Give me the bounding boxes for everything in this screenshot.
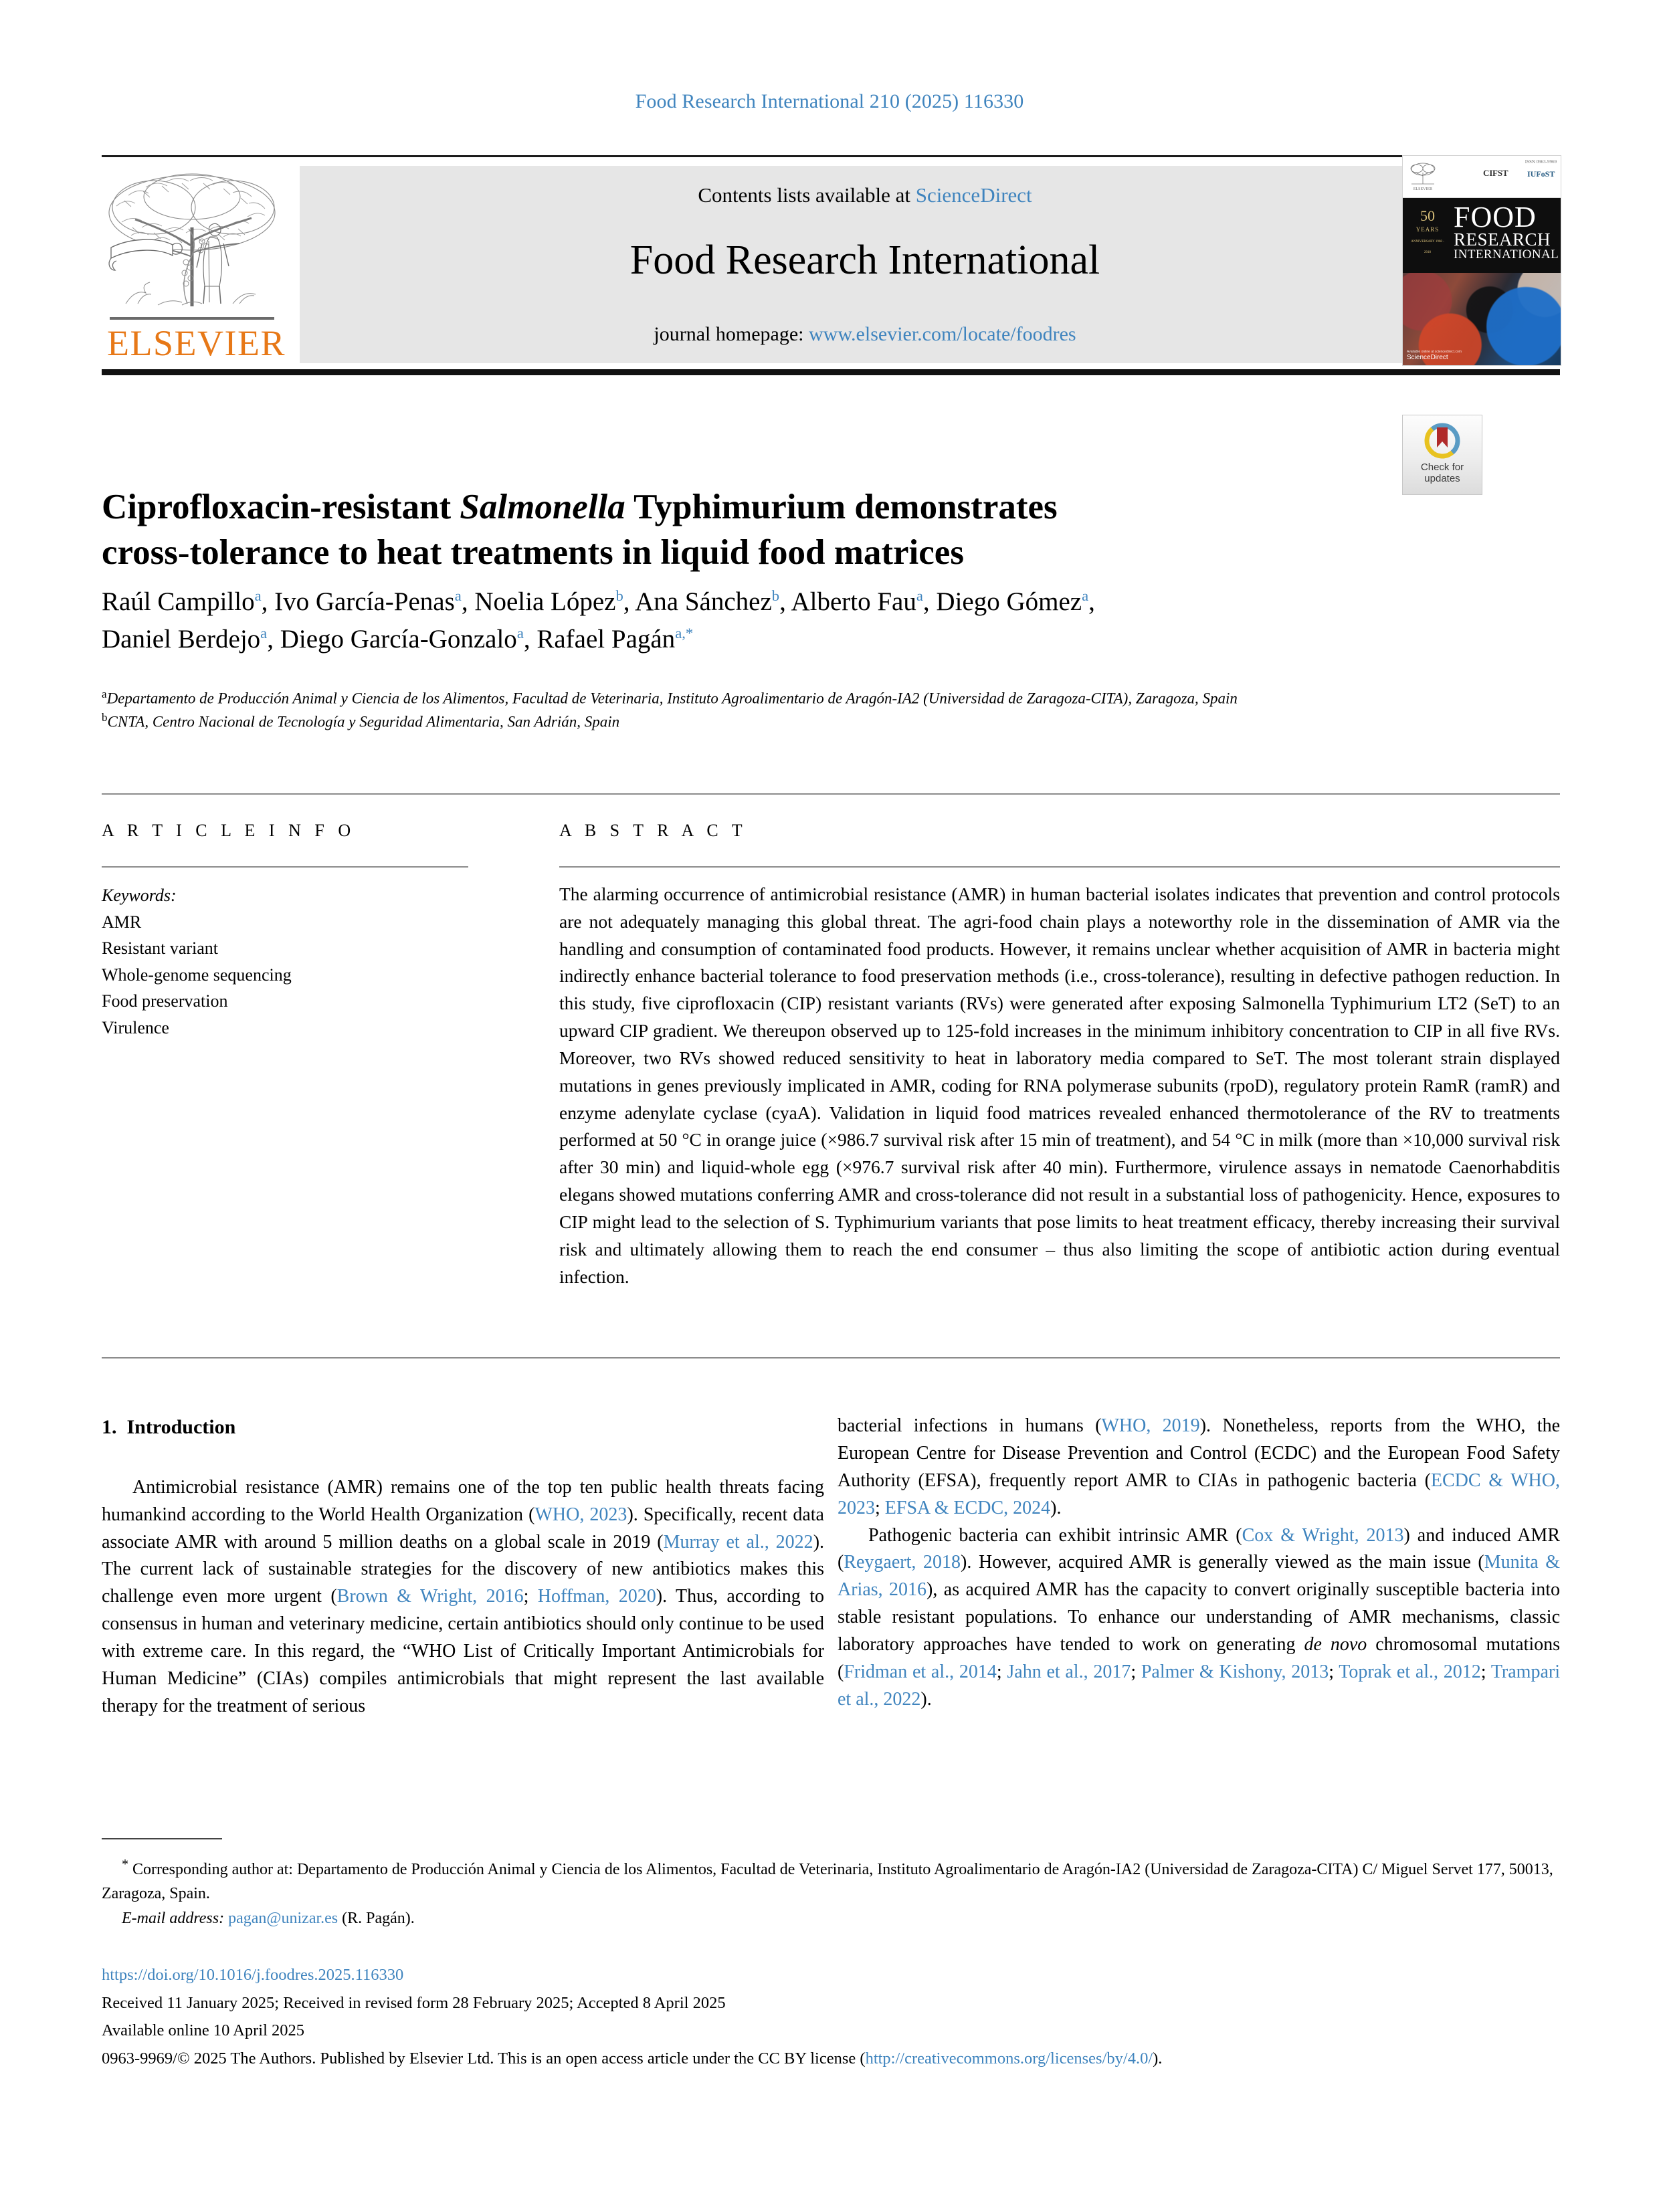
article-info-heading: A R T I C L E I N F O (102, 821, 356, 840)
cover-photo (1403, 273, 1561, 365)
paragraph (102, 1474, 824, 1720)
paragraph-text: ). Specifically, recent data associate AMR with around 5 million deaths on a global scale in 2019 ( (102, 1504, 824, 1552)
cover-title-line-1: FOOD (1454, 201, 1537, 233)
author-item (536, 625, 693, 653)
copyright-text: 0963-9969/© 2025 The Authors. Published by Elsevier Ltd. This is an open access article under the CC BY license ( (102, 2049, 866, 2068)
footnote-line (102, 1854, 1560, 1906)
paragraph-text: ). Thus, according to consensus in human and veterinary medicine, certain antibiotics should only continue to be used with extreme care. In this regard, the “WHO List of Critically Important Antimicrobials for Human Medicine” (CIAs) compiles antimicrobials that might represent the last available therapy for the treatment of serious (102, 1586, 825, 1716)
crossmark-line-2: updates (1424, 472, 1460, 484)
footnote-star-marker: * (122, 1857, 128, 1872)
author-affiliation-marker: a (454, 587, 462, 604)
title-part-1: Ciprofloxacin-resistant (102, 487, 460, 526)
cover-anniversary-badge (1408, 209, 1447, 256)
doi-link[interactable]: https://doi.org/10.1016/j.foodres.2025.116330 (102, 1966, 404, 1984)
paragraph-text: ). (1050, 1497, 1062, 1518)
author-separator: , (1088, 587, 1095, 616)
body-column-left (102, 1413, 824, 1720)
contents-prefix: Contents lists available at (698, 183, 916, 207)
citation-link[interactable]: Jahn et al., 2017 (1007, 1661, 1131, 1682)
author-separator: , (267, 625, 280, 654)
paragraph (838, 1413, 1560, 1522)
section-heading-introduction (102, 1413, 824, 1442)
article-info-column (102, 821, 503, 1041)
journal-homepage-link[interactable]: www.elsevier.com/locate/foodres (809, 323, 1076, 345)
cover-journal-title (1454, 203, 1559, 261)
citation-link[interactable]: Cox & Wright, 2013 (1242, 1524, 1404, 1546)
cover-issn: ISSN 0963-9969 (1525, 159, 1557, 165)
affiliation-item (102, 686, 1453, 710)
affiliation-text: Departamento de Producción Animal y Ciencia de los Alimentos, Facultad de Veterinaria, Instituto Agroalimentario de Aragón-IA2 (Universidad de Zaragoza-CITA), Zaragoza, Spain (106, 690, 1238, 707)
author-name: Noelia López (474, 587, 616, 616)
keyword-item: AMR (102, 912, 142, 932)
crossmark-badge[interactable] (1402, 415, 1482, 495)
author-name: Raúl Campillo (102, 587, 255, 616)
citation-separator: ; (1329, 1661, 1339, 1682)
title-genus: Salmonella (460, 487, 625, 526)
citation-separator: ; (875, 1497, 885, 1518)
author-item (791, 587, 936, 616)
masthead-top-rule (102, 155, 1560, 157)
author-name: Ana Sánchez (635, 587, 772, 616)
author-affiliation-marker: b (615, 587, 623, 604)
svg-text:ELSEVIER: ELSEVIER (1413, 187, 1433, 191)
paragraph-text: ). However, acquired AMR is generally viewed as the main issue ( (961, 1552, 1484, 1573)
paragraph-text: ), as acquired AMR has the capacity to convert originally susceptible bacteria into stable resistant populations. To enhance our understanding of AMR mechanisms, classic laboratory approaches have tended to work on generating (838, 1579, 1560, 1655)
citation-link[interactable]: Toprak et al., 2012 (1339, 1661, 1481, 1682)
cover-anniversary-years: YEARS (1416, 226, 1440, 233)
received-line: Received 11 January 2025; Received in revised form 28 February 2025; Accepted 8 April 2025 (102, 1993, 726, 2012)
paragraph-text: ). The current lack of sustainable strategies for the discovery of new antibiotics makes this challenge even more urgent ( (102, 1531, 825, 1607)
author-separator: , (623, 587, 636, 616)
author-name: Daniel Berdejo (102, 625, 261, 654)
cover-elsevier-icon (1409, 161, 1436, 192)
masthead-bottom-rule (102, 369, 1560, 375)
author-separator: , (523, 625, 537, 654)
copyright-suffix: ). (1153, 2049, 1163, 2068)
author-item (474, 587, 635, 616)
author-name: Diego Gómez (936, 587, 1082, 616)
keyword-item: Food preservation (102, 991, 228, 1011)
citation-link[interactable]: Fridman et al., 2014 (844, 1661, 997, 1682)
affiliation-list (102, 686, 1453, 733)
corresponding-author-footnote (102, 1854, 1560, 1930)
article-info-top-rule (102, 793, 1560, 795)
crossmark-label (1403, 462, 1482, 485)
sciencedirect-link[interactable]: ScienceDirect (915, 183, 1032, 207)
cover-sciencedirect-label: ScienceDirect (1407, 354, 1448, 361)
article-info-divider (102, 866, 468, 868)
cover-sciencedirect-small: Available online at sciencedirect.com (1407, 350, 1462, 354)
paragraph-text: Antimicrobial resistance (AMR) remains one of the top ten public health threats facing humankind according to the World Health Organization ( (102, 1476, 824, 1525)
author-separator: , (261, 587, 275, 616)
latin-phrase: de novo (1304, 1634, 1367, 1655)
keywords-label: Keywords: (102, 886, 177, 905)
affiliation-marker: b (102, 710, 108, 724)
running-head: Food Research International 210 (2025) 116330 (635, 90, 1024, 112)
citation-link[interactable]: Palmer & Kishony, 2013 (1141, 1661, 1329, 1682)
abstract-text: The alarming occurrence of antimicrobial resistance (AMR) in human bacterial isolates indicates that prevention and control protocols are not adequately managing this global threat. The agri-food chain plays a noteworthy role in the dissemination of AMR via the handling and consumption of contaminated food products. However, it remains unclear whether acquisition of AMR in bacteria might indirectly enhance bacterial tolerance to food preservation methods (i.e., cross-tolerance), resulting in defective pathogen reduction. In this study, five ciprofloxacin (CIP) resistant variants (RVs) were generated after exposing Salmonella Typhimurium LT2 (SeT) to an upward CIP gradient. We thereupon observed up to 125-fold increases in the minimum inhibitory concentration to CIP in all five RVs. Moreover, two RVs showed reduced sensitivity to heat in laboratory media compared to SeT. The most tolerant strain displayed mutations in genes previously implicated in AMR, coding for RNA polymerase subunits (rpoD), regulatory protein RamR (ramR) and enzyme adenylate cyclase (cyaA). Validation in liquid food matrices revealed enhanced thermotolerance of the RV to treatments performed at 50 °C in orange juice (×986.7 survival risk after 15 min of treatment), and 54 °C in milk (more than ×10,000 survival risk after 30 min) and liquid-whole egg (×976.7 survival risk after 40 min). Furthermore, virulence assays in nematode Caenorhabditis elegans showed mutations conferring AMR and cross-tolerance did not result in a substantial loss of pathogenicity. Hence, exposures to CIP might lead to the selection of S. Typhimurium variants that pose limits to heat treatment efficacy, thereby increasing their survival risk and ultimately allowing them to reach the end consumer – thus also limiting the scope of antibiotic action during eventual infection. (559, 884, 1560, 1287)
citation-separator: ; (1480, 1661, 1491, 1682)
email-label: E-mail address: (122, 1909, 225, 1927)
cover-cifst-logo: CIFST (1483, 168, 1508, 178)
author-affiliation-marker: a (254, 587, 262, 604)
paragraph-text: chromosomal mutations ( (838, 1634, 1560, 1682)
keyword-item: Resistant variant (102, 938, 219, 959)
cover-title-line-2: RESEARCH (1454, 229, 1551, 250)
paragraph-text: ). Nonetheless, reports from the WHO, the European Centre for Disease Prevention and Control (ECDC) and the European Food Safety Authority (EFSA), frequently report AMR to CIAs in pathogenic bacteria ( (838, 1415, 1560, 1491)
journal-band (300, 166, 1433, 363)
abstract-heading: A B S T R A C T (559, 821, 747, 840)
doi-line (102, 1961, 1560, 1989)
author-item (936, 587, 1094, 616)
citation-link[interactable]: ECDC & WHO, 2023 (838, 1470, 1560, 1518)
citation-link[interactable]: WHO, 2019 (1101, 1415, 1200, 1436)
journal-cover-thumbnail (1402, 155, 1561, 366)
crossmark-icon (1422, 421, 1462, 461)
keyword-item: Virulence (102, 1017, 169, 1037)
journal-masthead (102, 161, 1560, 365)
corresponding-author-marker: a,* (675, 625, 694, 642)
keyword-item: Whole-genome sequencing (102, 965, 292, 985)
cover-anniversary-number: 50 (1420, 207, 1435, 224)
author-item (280, 625, 537, 653)
author-name: Alberto Fau (791, 587, 916, 616)
affiliation-marker: a (102, 688, 107, 700)
elsevier-logo (102, 166, 286, 365)
affiliation-item (102, 710, 1453, 733)
author-item (102, 587, 274, 616)
author-name: Ivo García-Penas (274, 587, 455, 616)
author-item (102, 625, 280, 653)
available-online-line: Available online 10 April 2025 (102, 2021, 305, 2040)
paragraph (838, 1522, 1560, 1714)
citation-link[interactable]: Trampari et al., 2022 (838, 1661, 1560, 1710)
author-item (635, 587, 791, 616)
publication-info (102, 1961, 1560, 2073)
author-name: Diego García-Gonzalo (280, 625, 517, 654)
author-item (274, 587, 474, 616)
abstract-column (559, 821, 1560, 1290)
author-affiliation-marker: a (1082, 587, 1089, 604)
cover-iufost-logo: IUFoST (1527, 169, 1555, 179)
elsevier-tree-icon (102, 166, 282, 321)
citation-link[interactable]: Reygaert, 2018 (844, 1552, 961, 1573)
cover-anniversary-sub: ANNIVERSARY 1968 - 2018 (1411, 240, 1444, 254)
journal-title: Food Research International (629, 237, 1100, 283)
citation-link[interactable]: Hoffman, 2020 (537, 1586, 656, 1607)
paragraph-text: ) and induced AMR ( (838, 1524, 1560, 1573)
author-affiliation-marker: b (771, 587, 780, 604)
email-owner: (R. Pagán). (338, 1909, 415, 1927)
license-link[interactable]: http://creativecommons.org/licenses/by/4.0/ (865, 2049, 1153, 2068)
email-line (102, 1906, 1560, 1930)
section-number: 1. (102, 1416, 117, 1438)
author-affiliation-marker: a (516, 625, 524, 642)
citation-separator: ; (996, 1661, 1007, 1682)
paragraph-text: Pathogenic bacteria can exhibit intrinsic AMR ( (868, 1524, 1242, 1546)
citation-link[interactable]: WHO, 2023 (534, 1504, 627, 1525)
author-separator: , (461, 587, 475, 616)
author-list (102, 583, 1446, 658)
abstract-bottom-rule (102, 1357, 1560, 1359)
elsevier-wordmark: ELSEVIER (107, 323, 286, 363)
author-separator: , (922, 587, 937, 616)
abstract-divider (559, 866, 1560, 868)
cover-title-strip (1403, 198, 1561, 273)
paragraph-text: bacterial infections in humans ( (838, 1415, 1102, 1436)
body-column-right (838, 1413, 1560, 1714)
homepage-line (300, 323, 1430, 346)
citation-separator: ; (1131, 1661, 1141, 1682)
author-separator: , (779, 587, 791, 616)
paragraph-text: ). (920, 1688, 932, 1710)
author-name: Rafael Pagán (536, 625, 676, 654)
author-affiliation-marker: a (916, 587, 923, 604)
copyright-line (102, 2045, 1560, 2073)
cover-sciencedirect (1407, 350, 1462, 361)
title-line-2: cross-tolerance to heat treatments in liquid food matrices (102, 533, 964, 573)
email-link[interactable]: pagan@unizar.es (228, 1909, 338, 1927)
cover-title-line-3: INTERNATIONAL (1454, 247, 1559, 262)
footnote-rule (102, 1838, 222, 1839)
citation-link[interactable]: Munita & Arias, 2016 (838, 1552, 1561, 1601)
citation-link[interactable]: Brown & Wright, 2016 (336, 1586, 524, 1607)
author-affiliation-marker: a (260, 625, 268, 642)
affiliation-text: CNTA, Centro Nacional de Tecnología y Seguridad Alimentaria, San Adrián, Spain (107, 713, 620, 730)
elsevier-ground-rule (110, 317, 274, 320)
citation-separator: ; (523, 1586, 538, 1607)
contents-line (300, 183, 1433, 207)
citation-link[interactable]: Murray et al., 2022 (663, 1531, 813, 1552)
homepage-prefix: journal homepage: (654, 323, 809, 345)
citation-link[interactable]: EFSA & ECDC, 2024 (884, 1497, 1051, 1518)
cover-top-strip (1403, 156, 1561, 198)
title-part-2: Typhimurium demonstrates (625, 487, 1058, 526)
section-title: Introduction (126, 1416, 236, 1438)
footnote-text: Corresponding author at: Departamento de Producción Animal y Ciencia de los Alimentos, Facultad de Veterinaria, Instituto Agroalimentario de Aragón-IA2 (Universidad de Zaragoza-CITA) C/ Miguel Servet 177, 50013, Zaragoza, Spain. (102, 1861, 1553, 1903)
crossmark-line-1: Check for (1420, 462, 1464, 473)
page-title (102, 484, 1346, 577)
